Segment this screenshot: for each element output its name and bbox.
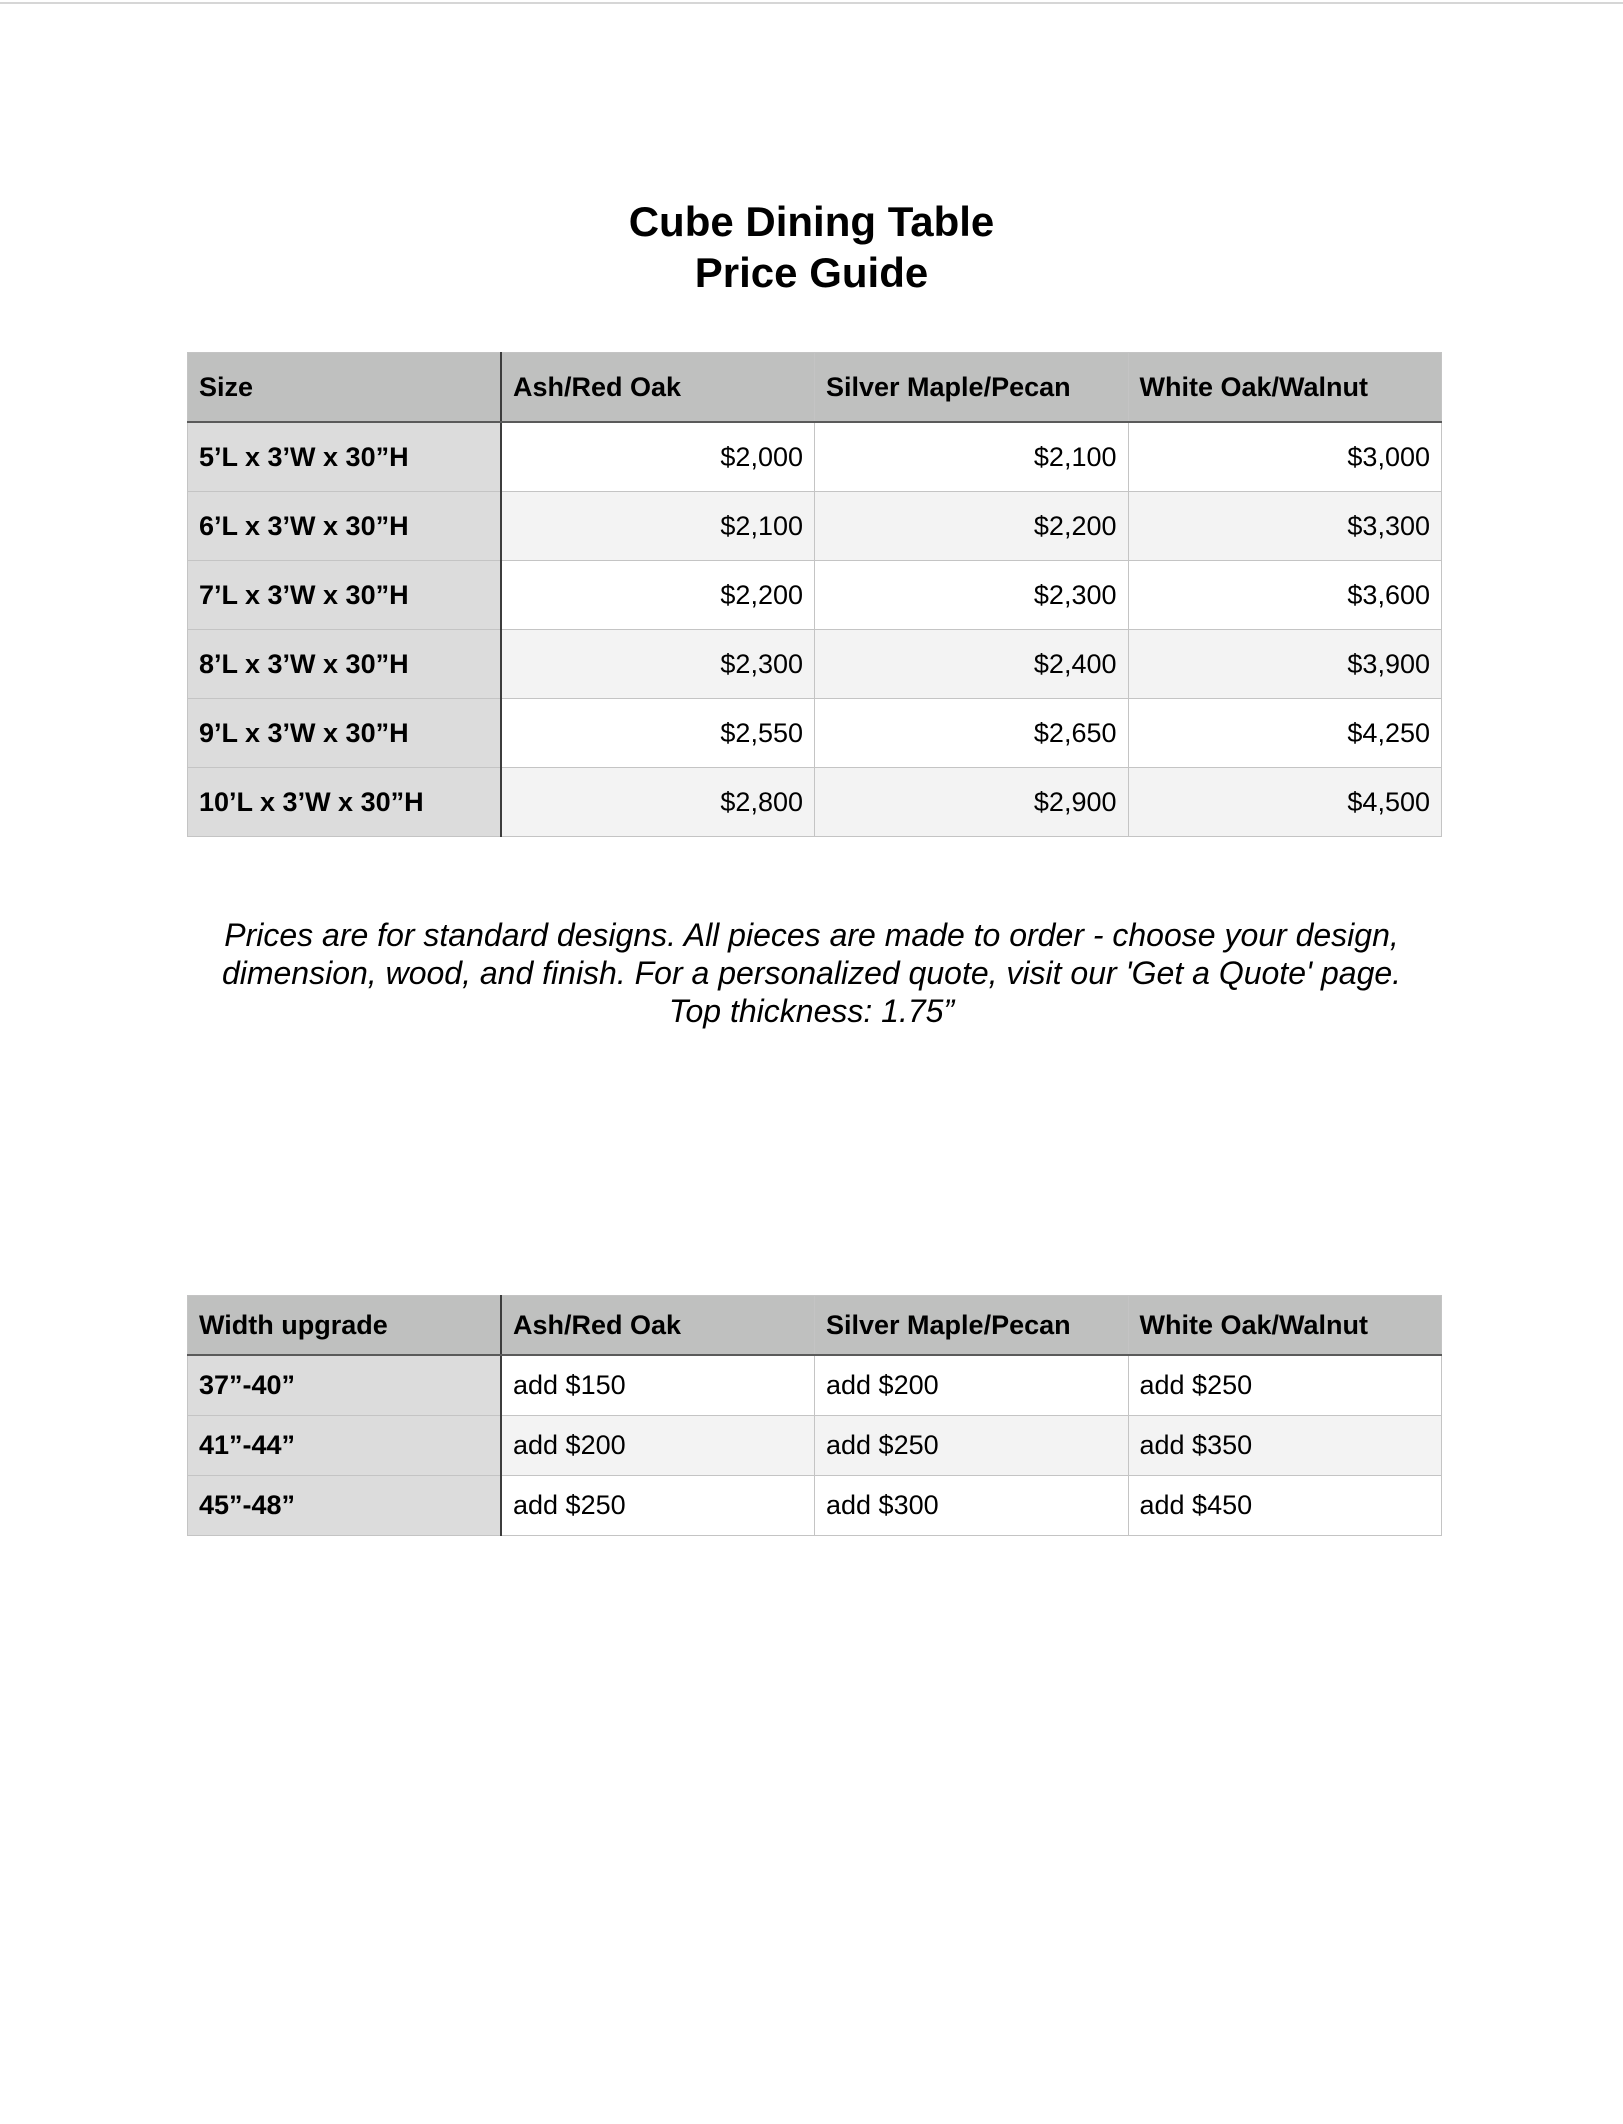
- title-line-1: Cube Dining Table: [628, 198, 995, 245]
- pricing-note: [0, 916, 1623, 1030]
- price-cell: $2,800: [501, 768, 815, 837]
- upgrade-price-cell: add $200: [501, 1416, 815, 1476]
- price-cell: $2,400: [815, 630, 1129, 699]
- price-cell: $2,650: [815, 699, 1129, 768]
- price-cell: $2,100: [501, 492, 815, 561]
- price-cell: $2,300: [815, 561, 1129, 630]
- table-row: [188, 1355, 1442, 1416]
- table-row: [188, 1476, 1442, 1536]
- upgrade-price-cell: add $150: [501, 1355, 815, 1416]
- table-row: [188, 422, 1442, 492]
- header-silver-maple-pecan: Silver Maple/Pecan: [815, 1296, 1129, 1356]
- top-divider: [0, 2, 1623, 4]
- upgrade-price-cell: add $300: [815, 1476, 1129, 1536]
- size-cell: 6’L x 3’W x 30”H: [188, 492, 502, 561]
- price-cell: $3,000: [1128, 422, 1442, 492]
- width-range-cell: 45”-48”: [188, 1476, 502, 1536]
- table-row: [188, 1416, 1442, 1476]
- upgrade-price-cell: add $250: [501, 1476, 815, 1536]
- price-cell: $3,600: [1128, 561, 1442, 630]
- size-cell: 8’L x 3’W x 30”H: [188, 630, 502, 699]
- size-cell: 7’L x 3’W x 30”H: [188, 561, 502, 630]
- header-ash-red-oak: Ash/Red Oak: [501, 353, 815, 423]
- header-ash-red-oak: Ash/Red Oak: [501, 1296, 815, 1356]
- price-cell: $2,200: [501, 561, 815, 630]
- table-row: [188, 768, 1442, 837]
- table-row: [188, 561, 1442, 630]
- price-cell: $3,900: [1128, 630, 1442, 699]
- price-cell: $2,000: [501, 422, 815, 492]
- upgrade-price-cell: add $450: [1128, 1476, 1442, 1536]
- header-white-oak-walnut: White Oak/Walnut: [1128, 353, 1442, 423]
- header-white-oak-walnut: White Oak/Walnut: [1128, 1296, 1442, 1356]
- table-row: [188, 699, 1442, 768]
- price-cell: $2,550: [501, 699, 815, 768]
- upgrade-price-cell: add $350: [1128, 1416, 1442, 1476]
- upgrade-price-cell: add $200: [815, 1355, 1129, 1416]
- title-line-2: Price Guide: [694, 249, 929, 296]
- width-upgrade-table: [187, 1295, 1442, 1536]
- size-cell: 9’L x 3’W x 30”H: [188, 699, 502, 768]
- width-range-cell: 37”-40”: [188, 1355, 502, 1416]
- upgrade-price-cell: add $250: [815, 1416, 1129, 1476]
- header-silver-maple-pecan: Silver Maple/Pecan: [815, 353, 1129, 423]
- price-table-header-row: [188, 353, 1442, 423]
- price-table: [187, 352, 1442, 837]
- note-line-2: dimension, wood, and finish. For a personalized quote, visit our 'Get a Quote' page.: [221, 955, 1402, 991]
- note-line-3: Top thickness: 1.75”: [668, 993, 955, 1029]
- page-title: [0, 196, 1623, 298]
- size-cell: 5’L x 3’W x 30”H: [188, 422, 502, 492]
- price-cell: $4,500: [1128, 768, 1442, 837]
- width-range-cell: 41”-44”: [188, 1416, 502, 1476]
- price-cell: $2,100: [815, 422, 1129, 492]
- table-row: [188, 630, 1442, 699]
- table-row: [188, 492, 1442, 561]
- size-cell: 10’L x 3’W x 30”H: [188, 768, 502, 837]
- header-width-upgrade: Width upgrade: [188, 1296, 502, 1356]
- price-cell: $2,900: [815, 768, 1129, 837]
- price-cell: $4,250: [1128, 699, 1442, 768]
- upgrade-table-header-row: [188, 1296, 1442, 1356]
- upgrade-price-cell: add $250: [1128, 1355, 1442, 1416]
- note-line-1: Prices are for standard designs. All pieces are made to order - choose your design,: [224, 917, 1399, 953]
- price-cell: $2,300: [501, 630, 815, 699]
- price-cell: $3,300: [1128, 492, 1442, 561]
- header-size: Size: [188, 353, 502, 423]
- price-cell: $2,200: [815, 492, 1129, 561]
